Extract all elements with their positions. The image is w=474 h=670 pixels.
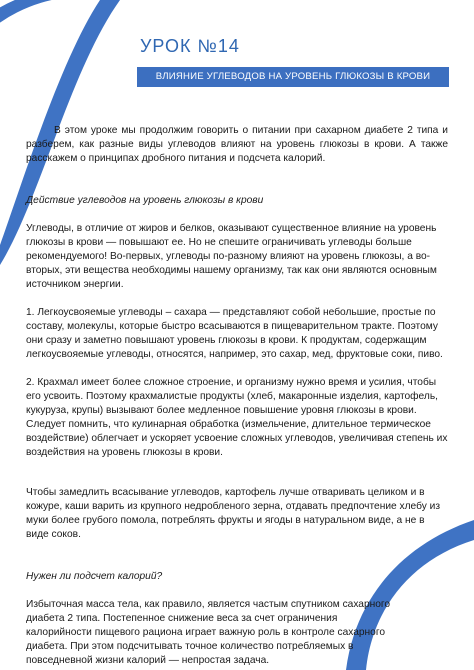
list-item-sugars-text: — представляют собой небольшие, простые по составу, молекулы, которые быстро всасываются в пищеварительном тракте. Поэтому они сразу и заметно повышают уровень глюкозы в крови. К продуктам, содержащим легкоусвояемые углеводы, относятся, например, это сахар, мед, фруктовые соки, пиво. xyxy=(26,307,443,360)
intro-paragraph: В этом уроке мы продолжим говорить о питании при сахарном диабете 2 типа и разберем, как разные виды углеводов влияют на уровень глюкозы в крови. А также расскажем о принципах дробного питания и подсчета калорий. xyxy=(26,125,448,164)
list-item-starch-text: имеет более сложное строение, и организму нужно время и усилия, чтобы его усвоить. Поэтому крахмалистые продукты (хлеб, макаронные изделия, картофель, кукуруза, крупы) вызывают более медленное повышение уровня глюкозы в крови. Следует помнить, что кулинарная обработка (измельчение, длительное термическое воздействие) облегчает и ускоряет усвоение сложных углеводов, увеличивая степень их воздействия на уровень глюкозы в крови. xyxy=(26,377,448,458)
document-body xyxy=(26,124,448,668)
carbs-paragraph: Углеводы, в отличие от жиров и белков, оказывают существенное влияние на уровень глюкозы в крови — повышают ее. Но не спешите ограничивать углеводы больше рекомендуемого! Во-первых, углеводы по-разному влияют на уровень глюкозы, а во-вторых, эти вещества необходимы нашему организму, так как они являются основным источником энергии. xyxy=(26,223,437,290)
list-item-starch xyxy=(26,376,448,460)
section-heading-calories: Нужен ли подсчет калорий? xyxy=(26,571,163,582)
list-item-sugars xyxy=(26,306,448,362)
subtitle-banner: ВЛИЯНИЕ УГЛЕВОДОВ НА УРОВЕНЬ ГЛЮКОЗЫ В КРОВИ xyxy=(137,67,449,87)
absorption-paragraph: Чтобы замедлить всасывание углеводов, картофель лучше отваривать целиком и в кожуре, каши варить из крупного недробленого зерна, отдавать предпочтение хлебу из муки более грубого помола, потреблять фрукты и ягоды в натуральном виде, а не в виде соков. xyxy=(26,487,441,540)
list-item-sugars-prefix: 1. Легкоусвояемые углеводы – xyxy=(26,307,175,318)
keyword-starch: Крахмал xyxy=(37,377,79,388)
section-heading-carbs: Действие углеводов на уровень глюкозы в крови xyxy=(26,195,264,206)
calories-paragraph: Избыточная масса тела, как правило, является частым спутником сахарного диабета 2 типа. Постепенное снижение веса за счет ограничения калорийности пищевого рациона играет важную роль в контроле сахарного диабета. При этом подсчитывать точное количество потребляемых в повседневной жизни калорий — непростая задача. xyxy=(26,599,391,666)
keyword-sugars: сахара xyxy=(174,307,207,318)
page-title: УРОК №14 xyxy=(140,36,240,56)
list-item-starch-prefix: 2. xyxy=(26,377,38,388)
